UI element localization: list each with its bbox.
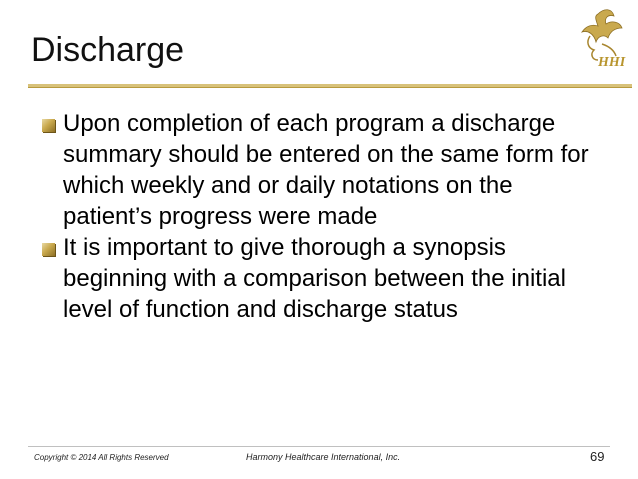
footer-copyright: Copyright © 2014 All Rights Reserved	[34, 453, 169, 462]
bullet-text: It is important to give thorough a synopsis beginning with a comparison between the initial level of function and discharge status	[63, 234, 566, 323]
square-bullet-icon	[42, 243, 55, 256]
square-bullet-icon	[42, 119, 55, 132]
footer-divider	[28, 446, 610, 447]
dove-logo-icon	[568, 6, 632, 76]
bullet-item	[36, 108, 606, 232]
logo-text: HHI	[598, 55, 626, 70]
bullet-text: Upon completion of each program a discharge summary should be entered on the same form for which weekly and or daily notations on the patient’s progress were made	[63, 110, 589, 230]
footer-company: Harmony Healthcare International, Inc.	[246, 452, 401, 462]
title-divider	[28, 84, 632, 88]
page-number: 69	[590, 449, 605, 464]
bullet-list	[36, 108, 606, 325]
bullet-item	[36, 232, 606, 325]
slide-title: Discharge	[31, 31, 185, 69]
